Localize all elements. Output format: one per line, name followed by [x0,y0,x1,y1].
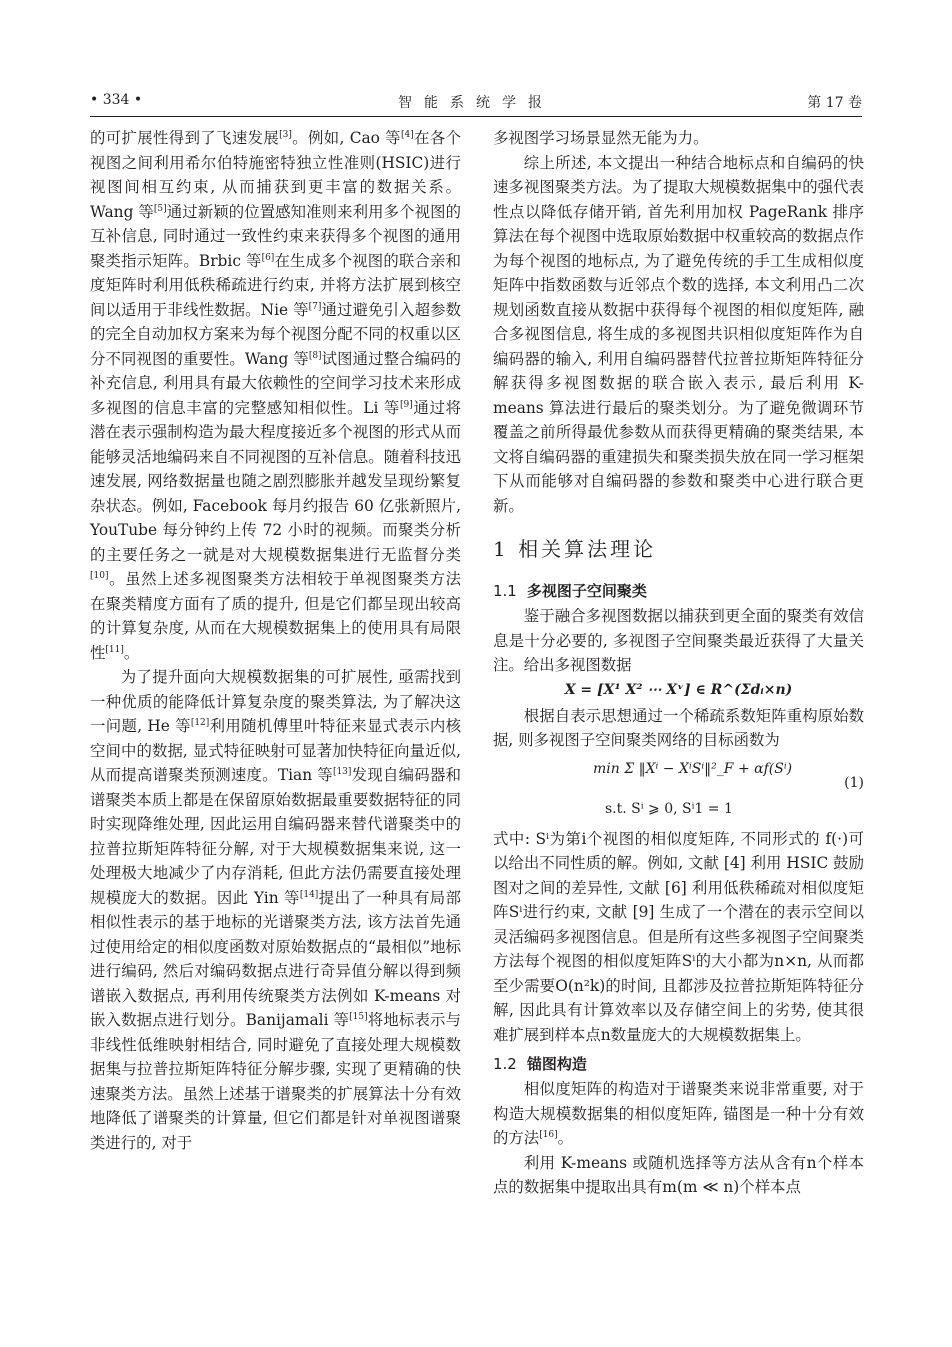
subsection-number: 1.1 [493,582,517,600]
paragraph-1-1-b [493,704,864,753]
citation-marker: [16] [539,1129,558,1140]
paragraph-1-2-a [493,1077,864,1151]
body-paragraph: 根据自表示思想通过一个稀疏系数矩阵重构原始数据, 则多视图子空间聚类网络的目标函数为 [493,706,864,749]
volume-number: 第 17 卷 [807,95,862,111]
paragraph-1-2-b [493,1151,864,1200]
subsection-title: 锚图构造 [526,1055,587,1073]
citation-marker: [5] [153,203,167,214]
body-paragraph: 多视图学习场景显然无能为力。 [493,129,709,147]
body-paragraph: 为了提升面向大规模数据集的可扩展性, 亟需找到一种优质的能降低计算复杂度的聚类算法, 为了解决这一问题, He 等[12]利用随机傅里叶特征来显式表示内核空间中的数据, 显式特征映射可显著加快特征向量近似, 从而提高谱聚类预测速度。Tian 等[13]发现自编码器和谱聚类本质上都是在保留原始数据最重要数据特征的同时实现降维处理, 因此运用自编码器来替代谱聚类中的拉普拉斯矩阵特征分解, 对于大规模数据集来说, 这一处理极大地减少了内存消耗, 但此方法仍需要直接处理规模庞大的数据。因此 Yin 等[14]提出了一种具有局部相似性表示的基于地标的光谱聚类方法, 该方法首先通过使用给定的相似度函数对原始数据点的“最相似”地标进行编码, 然后对编码数据点进行奇异值分解以得到频谱嵌入数据点, 再利用传统聚类方法例如 K-means 对嵌入数据点进行划分。Banijamali 等[15]将地标表示与非线性低维映射相结合, 同时避免了直接处理大规模数据集与拉普拉斯矩阵特征分解步骤, 实现了更精确的快速聚类方法。虽然上述基于谱聚类的扩展算法十分有效地降低了谱聚类的计算量, 但它们都是针对单视图谱聚类进行的, 对于 [90,668,461,1152]
equation-data-matrix: X = [X¹ X² ⋯ Xᵛ] ∈ R^(Σdᵢ×n) [564,681,793,698]
paragraph-1-1-c [493,827,864,1048]
citation-marker: [4] [400,129,414,140]
body-paragraph: 相似度矩阵的构造对于谱聚类来说非常重要, 对于构造大规模数据集的相似度矩阵, 锚图是一种十分有效的方法[16]。 [493,1080,864,1147]
citation-marker: [10] [90,570,109,581]
citation-marker: [13] [332,766,352,777]
body-paragraph: 利用 K-means 或随机选择等方法从含有n个样本点的数据集中提取出具有m(m ≪ n)个样本点 [493,1153,864,1196]
citation-marker: [11] [105,644,124,655]
body-paragraph: 的可扩展性得到了飞速发展[3]。例如, Cao 等[4]在各个视图之间利用希尔伯特施密特独立性准则(HSIC)进行视图间相互约束, 从而捕获到更丰富的数据关系。Wang 等[5]通过新颖的位置感知准则来利用多个视图的互补信息, 同时通过一致性约束来获得多个视图的通用聚类指示矩阵。Brbic 等[6]在生成多个视图的联合亲和度矩阵时利用低秩稀疏进行约束, 并将方法扩展到核空间以适用于非线性数据。Nie 等[7]通过避免引入超参数的完全自动加权方案来为每个视图分配不同的权重以区分不同视图的重要性。Wang 等[8]试图通过整合编码的补充信息, 利用具有最大依赖性的空间学习技术来形成多视图的信息丰富的完整感知相似性。Li 等[9]通过将潜在表示强制构造为最大程度接近多个视图的形式从而能够灵活地编码来自不同视图的互补信息。随着科技迅速发展, 网络数据量也随之剧烈膨胀并越发呈现纷繁复杂状态。例如, Facebook 每月约报告 60 亿张新照片, YouTube 每分钟约上传 72 小时的视频。而聚类分析的主要任务之一就是对大规模数据集进行无监督分类[10]。虽然上述多视图聚类方法相较于单视图聚类方法在聚类精度方面有了质的提升, 但是它们都呈现出较高的计算复杂度, 从而在大规模数据集上的使用具有局限性[11]。 [90,129,461,662]
subsection-title: 多视图子空间聚类 [526,582,647,600]
citation-marker: [15] [349,1011,368,1022]
citation-marker: [14] [299,889,319,900]
section-heading: 1 相关算法理论 [493,537,657,561]
equation-1-objective: min Σ ‖Xⁱ − XⁱSⁱ‖²_F + αf(Sⁱ) [593,760,793,777]
citation-marker: [8] [308,350,322,361]
left-column-body [90,126,461,1155]
subsection-heading-1-1 [493,578,864,604]
citation-marker: [3] [279,129,292,140]
left-column [90,126,461,1155]
body-paragraph: 鉴于融合多视图数据以捕获到更全面的聚类有效信息是十分必要的, 多视图子空间聚类最近获得了大量关注。给出多视图数据 [493,607,864,674]
citation-marker: [6] [261,252,275,263]
header-rule [90,116,862,117]
page-number: • 334 • [90,92,143,108]
citation-marker: [9] [400,399,413,410]
journal-name: 智能系统学报 [398,95,554,111]
subsection-heading-1-2 [493,1051,864,1077]
equation-1-constraint: s.t. Sⁱ ⩾ 0, Sⁱ1 = 1 [605,800,733,817]
equation-number: (1) [844,774,864,791]
paragraph-1-1-a [493,604,864,678]
body-paragraph: 式中: Sⁱ为第i个视图的相似度矩阵, 不同形式的 f(·)可以给出不同性质的解。例如, 文献 [4] 利用 HSIC 鼓励图对之间的差异性, 文献 [6] 利用低秩稀疏对相似度矩阵Sⁱ进行约束, 文献 [9] 生成了一个潜在的表示空间以灵活编码多视图信息。但是所有这些多视图子空间聚类方法每个视图的相似度矩阵Sⁱ的大小都为n×n, 从而都至少需要O(n²k)的时间, 且都涉及拉普拉斯矩阵特征分解, 因此具有计算效率以及存储空间上的劣势, 使其很难扩展到样本点n数量庞大的大规模数据集上。 [493,829,864,1044]
right-column-intro [493,126,864,518]
citation-marker: [7] [308,301,322,312]
equation-1 [493,753,864,827]
running-header [90,92,862,116]
right-column [493,126,864,1200]
subsection-number: 1.2 [493,1055,517,1073]
citation-marker: [12] [190,717,210,728]
body-paragraph: 综上所述, 本文提出一种结合地标点和自编码的快速多视图聚类方法。为了提取大规模数据集中的强代表性点以降低存储开销, 首先利用加权 PageRank 排序算法在每个视图中选取原始数据中权重较高的数据点作为每个视图的地标点, 为了避免传统的手工生成相似度矩阵中指数函数与近邻点个数的选择, 本文利用凸二次规划函数直接从数据中获得每个视图的相似度矩阵, 融合多视图信息, 将生成的多视图共识相似度矩阵作为自编码器的输入, 利用自编码器替代拉普拉斯矩阵特征分解获得多视图数据的联合嵌入表示, 最后利用 K-means 算法进行最后的聚类划分。为了避免微调环节覆盖之前所得最优参数从而获得更精确的聚类结果, 本文将自编码器的重建损失和聚类损失放在同一学习框架下从而能够对自编码器的参数和聚类中心进行联合更新。 [493,153,864,515]
